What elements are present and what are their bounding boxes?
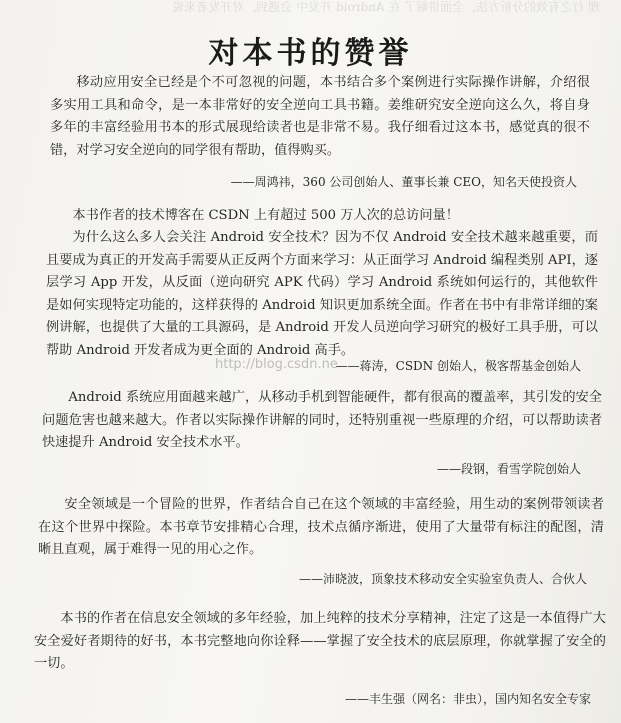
endorsement-signature: ——丰生强（网名：非虫），国内知名安全专家 [344,692,591,706]
endorsement-paragraph: Android 系统应用面越来越广，从移动手机到智能硬件，都有很高的覆盖率，其引发的安全问题危害也越来越大。作者以实际操作讲解的同时，还特别重视一些原理的介绍，可以帮助读者快速提升 Android 安全技术水平。 [42,390,602,450]
endorsement-signature: ——周鸿祎，360 公司创始人、董事长兼 CEO，知名天使投资人 [230,175,577,189]
endorsement-signature: ——段钢，看雪学院创始人 [436,462,581,476]
endorsement-paragraph: 本书的作者在信息安全领域的多年经验，加上纯粹的技术分享精神，注定了这是一本值得广大安全爱好者期待的好书，本书完整地向你诠释——掌握了安全技术的底层原理，你就掌握了安全的一切。 [34,611,606,671]
watermark: http://blog.csdn.ne [215,357,338,372]
page-title: 对本书的赞誉 [208,36,413,71]
endorsement-paragraph: 移动应用安全已经是个不可忽视的问题，本书结合多个案例进行实际操作讲解，介绍很多实用工具和命令，是一本非常好的安全逆向工具书籍。姜维研究安全逆向这么久，将自身多年的丰富经验用书本的形式展现给读者也是非常不易。我仔细看过这本书，感觉真的很不错，对学习安全逆向的同学很有帮助，值得购买。 [50,75,590,158]
bleed-through-text: 理 行之有效的分析方法，全面讲解了 在 Android 开发中 会遇到，对开发者来说 [172,0,600,14]
endorsement-paragraph: 安全领域是一个冒险的世界，作者结合自己在这个领域的丰富经验，用生动的案例带领读者在这个世界中探险。本书章节安排精心合理，技术点循序渐进，使用了大量带有标注的配图，清晰且直观，属于难得一见的用心之作。 [38,497,604,557]
endorsement-paragraph: 为什么这么多人会关注 Android 安全技术？因为不仅 Android 安全技术越来越重要，而且要成为真正的开发高手需要从正反两个方面来学习：从正面学习 Android 编程类别 API，逐层学习 App 开发，从反面（逆向研究 APK 代码）学习 Android 系统如何运行的，其他软件是如何实现特定功能的，这样获得的 Android 知识更加系统全面。作者在书中有非常详细的案例讲解，也提供了大量的工具源码，是 Android 开发人员逆向学习研究的极好工具手册，可以帮助 Android 开发者成为更全面的 Android 高手。 [46,230,598,358]
endorsement-signature: ——沛晓波，顶象技术移动安全实验室负责人、合伙人 [298,572,587,586]
endorsement-signature: ——蒋涛，CSDN 创始人，极客帮基金创始人 [335,359,581,373]
endorsement-paragraph: 本书作者的技术博客在 CSDN 上有超过 500 万人次的总访问量！ [72,208,459,223]
